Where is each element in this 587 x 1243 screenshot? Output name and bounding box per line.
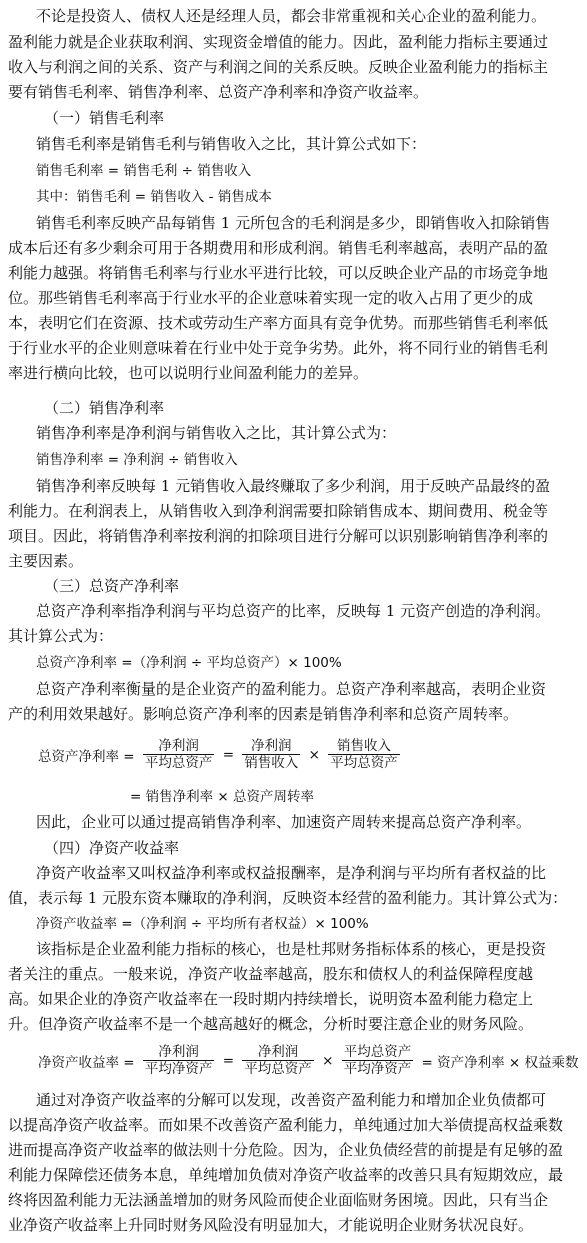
paragraph-line: 收入与利润之间的关系、资产与利润之间的关系反映。反映企业盈利能力的指标主: [8, 58, 549, 76]
equation-continuation: = 销售净利率 × 总资产周转率: [130, 789, 314, 805]
paragraph-line: 净资产收益率又叫权益净利率或权益报酬率，是净利润与平均所有者权益的比: [36, 864, 547, 882]
section-heading: （一）销售毛利率: [44, 109, 165, 127]
equation-lhs: 净资产收益率 =: [38, 1054, 135, 1071]
paragraph-line: 位。那些销售毛利率高于行业水平的企业意味着实现一定的收入占用了更少的成: [8, 289, 534, 307]
paragraph-line: 产的利用效果越好。影响总资产净利率的因素是销售净利率和总资产周转率。: [8, 705, 519, 723]
equation-roe: 净资产收益率 = $\frac{\text{净利润}}{\text{平均净资产}}$ = $\frac{\text{净利润}}{\text{平均总资产}}$ × $\frac{\text{平均总资产}}{\text{平均净资产}}$ = 资产净利率 × 权益乘数: [38, 1044, 579, 1077]
paragraph-line: 终将因盈利能力无法涵盖增加的财务风险而使企业面临财务困境。因此，只有当企: [8, 1191, 549, 1209]
paragraph-line: 销售净利率是净利润与销售收入之比，其计算公式为：: [36, 424, 397, 442]
paragraph-line: 利能力。在利润表上，从销售收入到净利润需要扣除销售成本、期间费用、税金等: [8, 502, 549, 520]
formula: 销售毛利率 = 销售毛利 ÷ 销售收入: [36, 163, 252, 179]
formula: 总资产净利率 =（净利润 ÷ 平均总资产）× 100%: [36, 655, 342, 671]
paragraph-line: 不论是投资人、债权人还是经理人员，都会非常重视和关心企业的盈利能力。: [36, 7, 547, 25]
fraction: $\frac{\text{销售收入}}{\text{平均总资产}}$: [330, 738, 398, 771]
paragraph-line: 高。如果企业的净资产收益率在一段时期内持续增长，说明资本盈利能力稳定上: [8, 990, 534, 1008]
section-heading: （三）总资产净利率: [44, 577, 180, 595]
paragraph-line: 盈利能力就是企业获取利润、实现资金增值的能力。因此，盈利能力指标主要通过: [8, 33, 549, 51]
paragraph-line: 利能力保障偿还债务本息，单纯增加负债对净资产收益率的改善只具有短期效应，最: [8, 1166, 564, 1184]
paragraph-line: 业净资产收益率上升同时财务风险没有明显加大，才能说明企业财务状况良好。: [8, 1216, 534, 1234]
equation-total-asset-return: 总资产净利率 = $\frac{\text{净利润}}{\text{平均总资产}}$ = $\frac{\text{净利润}}{\text{销售收入}}$ × $\frac{\text{销售收入}}{\text{平均总资产}}$: [38, 738, 398, 771]
paragraph-line: 于行业水平的企业则意味着在行业中处于竞争劣势。此外，将不同行业的销售毛利: [8, 339, 549, 357]
equation-rhs: = 资产净利率 × 权益乘数: [421, 1054, 579, 1071]
paragraph-line: 以提高净资产收益率。而如果不改善资产盈利能力，单纯通过加大举债提高权益乘数: [8, 1116, 564, 1134]
paragraph-line: 率进行横向比较，也可以说明行业间盈利能力的差异。: [8, 364, 369, 382]
paragraph-line: 利能力越强。将销售毛利率与行业水平进行比较，可以反映企业产品的市场竞争地: [8, 264, 549, 282]
paragraph-line: 者关注的重点。一般来说，净资产收益率越高，股东和债权人的利益保障程度越: [8, 965, 534, 983]
fraction: $\frac{\text{净利润}}{\text{平均净资产}}$: [144, 1044, 213, 1077]
paragraph-line: 其计算公式为：: [8, 627, 114, 645]
formula: 其中：销售毛利 = 销售收入 - 销售成本: [36, 189, 272, 205]
paragraph-line: 销售净利率反映每 1 元销售收入最终赚取了多少利润，用于反映产品最终的盈: [36, 477, 551, 495]
paragraph-line: 升。但净资产收益率不是一个越高越好的概念，分析时要注意企业的财务风险。: [8, 1015, 534, 1033]
paragraph-line: 值，表示每 1 元股东资本赚取的净利润，反映资本经营的盈利能力。其计算公式为：: [8, 889, 568, 907]
paragraph-line: 要有销售毛利率、销售净利率、总资产净利率和净资产收益率。: [8, 83, 429, 101]
paragraph-line: 进而提高净资产收益率的做法则十分危险。因为，企业负债经营的前提是有足够的盈: [8, 1141, 564, 1159]
paragraph-line: 本，表明它们在资源、技术或劳动生产率方面具有竞争优势。而那些销售毛利率低: [8, 314, 549, 332]
formula: 销售净利率 = 净利润 ÷ 销售收入: [36, 452, 238, 468]
paragraph-line: 因此，企业可以通过提高销售净利率、加速资产周转来提高总资产净利率。: [36, 813, 532, 831]
formula: 净资产收益率 =（净利润 ÷ 平均所有者权益）× 100%: [36, 916, 369, 932]
equation-lhs: 总资产净利率 =: [38, 748, 135, 765]
paragraph-line: 项目。因此，将销售净利率按利润的扣除项目进行分解可以识别影响销售净利率的: [8, 527, 549, 545]
paragraph-line: 通过对净资产收益率的分解可以发现，改善资产盈利能力和增加企业负债都可: [36, 1091, 547, 1109]
paragraph-line: 销售毛利率是销售毛利与销售收入之比，其计算公式如下：: [36, 135, 427, 153]
paragraph-line: 主要因素。: [8, 552, 84, 570]
fraction: $\frac{\text{平均总资产}}{\text{平均净资产}}$: [343, 1044, 412, 1077]
section-heading: （二）销售净利率: [44, 399, 165, 417]
section-heading: （四）净资产收益率: [44, 839, 180, 857]
paragraph-line: 总资产净利率衡量的是企业资产的盈利能力。总资产净利率越高，表明企业资: [36, 680, 547, 698]
fraction: $\frac{\text{净利润}}{\text{销售收入}}$: [244, 738, 299, 771]
paragraph-line: 成本后还有多少剩余可用于各期费用和形成利润。销售毛利率越高，表明产品的盈: [8, 239, 549, 257]
fraction: $\frac{\text{净利润}}{\text{平均总资产}}$: [144, 738, 213, 771]
paragraph-line: 销售毛利率反映产品每销售 1 元所包含的毛利润是多少，即销售收入扣除销售: [36, 214, 551, 232]
paragraph-line: 该指标是企业盈利能力指标的核心，也是杜邦财务指标体系的核心，更是投资: [36, 940, 547, 958]
fraction: $\frac{\text{净利润}}{\text{平均总资产}}$: [244, 1044, 312, 1077]
paragraph-line: 总资产净利率指净利润与平均总资产的比率，反映每 1 元资产创造的净利润。: [36, 602, 551, 620]
